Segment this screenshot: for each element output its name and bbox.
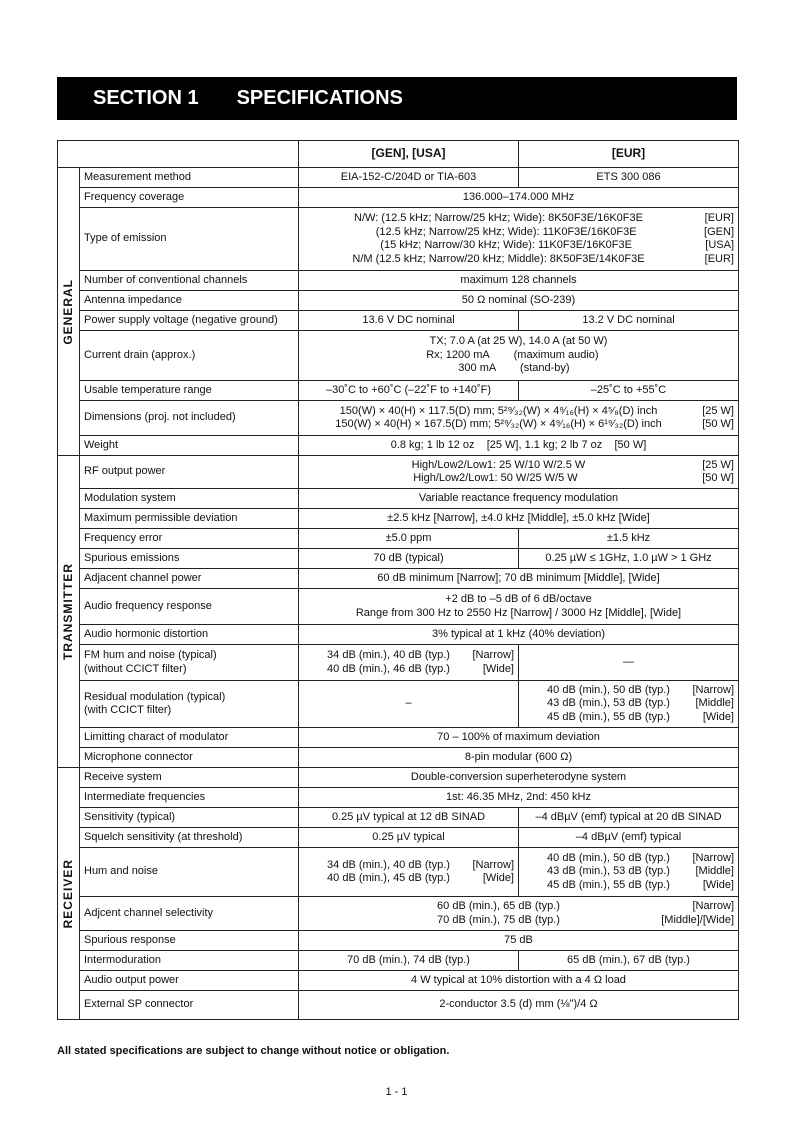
spec-value bbox=[299, 589, 739, 625]
cell-line bbox=[523, 879, 734, 893]
table-row bbox=[58, 625, 739, 645]
cell-line: Variable reactance frequency modulation bbox=[418, 491, 619, 504]
spec-label bbox=[80, 991, 299, 1020]
spec-value-eur bbox=[519, 951, 739, 971]
spec-value-eur bbox=[519, 549, 739, 569]
spec-value bbox=[299, 971, 739, 991]
line-tag: [Narrow] bbox=[692, 683, 734, 696]
table-row bbox=[58, 311, 739, 331]
cell-line: 75 dB bbox=[504, 933, 533, 946]
cell-line: Receive system bbox=[84, 770, 162, 783]
table-row bbox=[58, 788, 739, 808]
cell-line: ±2.5 kHz [Narrow], ±4.0 kHz [Middle], ±5.0 kHz [Wide] bbox=[387, 511, 650, 524]
table-row bbox=[58, 589, 739, 625]
table-row bbox=[58, 529, 739, 549]
spec-value bbox=[299, 489, 739, 509]
spec-label bbox=[80, 748, 299, 768]
spec-value-gen-usa bbox=[299, 828, 519, 848]
cell-line: 0.25 µW ≤ 1GHz, 1.0 µW > 1 GHz bbox=[545, 551, 712, 564]
spec-value-eur bbox=[519, 311, 739, 331]
cell-line: Maximum permissible deviation bbox=[84, 511, 238, 524]
line-tag: [50 W] bbox=[702, 418, 734, 430]
line-tag: [Wide] bbox=[482, 872, 514, 884]
spec-label bbox=[80, 271, 299, 291]
header-blank bbox=[58, 141, 299, 168]
table-row bbox=[58, 208, 739, 271]
spec-value-eur bbox=[519, 808, 739, 828]
line-tag: [EUR] bbox=[704, 212, 734, 224]
specifications-table bbox=[57, 140, 739, 1020]
cell-line: 65 dB (min.), 67 dB (typ.) bbox=[567, 953, 690, 966]
cell-line: –4 dBµV (emf) typical bbox=[575, 830, 682, 843]
table-row bbox=[58, 848, 739, 897]
spec-value-gen-usa bbox=[299, 529, 519, 549]
spec-value bbox=[299, 208, 739, 271]
cell-line: 0.25 µV typical bbox=[372, 830, 445, 843]
spec-label bbox=[80, 509, 299, 529]
spec-value bbox=[299, 788, 739, 808]
spec-label bbox=[80, 625, 299, 645]
cell-line: Antenna impedance bbox=[84, 293, 182, 306]
line-text: 45 dB (min.), 55 dB (typ.) bbox=[547, 878, 670, 891]
spec-label bbox=[80, 569, 299, 589]
spec-label bbox=[80, 971, 299, 991]
spec-value-eur bbox=[519, 848, 739, 897]
cell-line bbox=[303, 859, 514, 873]
spec-label bbox=[80, 768, 299, 788]
spec-value bbox=[299, 401, 739, 436]
table-row bbox=[58, 971, 739, 991]
table-row bbox=[58, 401, 739, 436]
spec-label bbox=[80, 931, 299, 951]
spec-label bbox=[80, 788, 299, 808]
spec-label bbox=[80, 381, 299, 401]
cell-line bbox=[303, 239, 734, 253]
table-row bbox=[58, 828, 739, 848]
table-row bbox=[58, 509, 739, 529]
section-label-text: RECEIVER bbox=[61, 858, 75, 929]
cell-line: Squelch sensitivity (at threshold) bbox=[84, 830, 243, 843]
table-row bbox=[58, 951, 739, 971]
spec-label bbox=[80, 897, 299, 931]
spec-label bbox=[80, 489, 299, 509]
cell-line: — bbox=[623, 655, 634, 668]
cell-line: Intermediate frequencies bbox=[84, 790, 206, 803]
spec-label bbox=[80, 188, 299, 208]
cell-line: 0.25 µV typical at 12 dB SINAD bbox=[331, 810, 486, 823]
cell-line: (with CCICT filter) bbox=[84, 704, 172, 716]
disclaimer-note: All stated specifications are subject to change without notice or obligation. bbox=[57, 1045, 450, 1057]
cell-line: Power supply voltage (negative ground) bbox=[84, 313, 278, 326]
spec-value bbox=[299, 509, 739, 529]
line-text: 34 dB (min.), 40 dB (typ.) bbox=[327, 649, 450, 661]
cell-line: Rx; 1200 mA (maximum audio) bbox=[426, 348, 611, 361]
cell-line: 136.000–174.000 MHz bbox=[462, 190, 575, 203]
cell-line: 300 mA (stand-by) bbox=[427, 362, 610, 375]
cell-line: EIA-152-C/204D or TIA-603 bbox=[340, 170, 477, 183]
cell-line: External SP connector bbox=[84, 998, 194, 1011]
line-text: 60 dB (min.), 65 dB (typ.) bbox=[437, 900, 560, 912]
cell-line: Current drain (approx.) bbox=[84, 348, 196, 361]
cell-line: Dimensions (proj. not included) bbox=[84, 411, 236, 424]
column-header-gen-usa: [GEN], [USA] bbox=[299, 141, 519, 168]
column-header-eur: [EUR] bbox=[519, 141, 739, 168]
spec-label bbox=[80, 331, 299, 381]
spec-label bbox=[80, 311, 299, 331]
section-label-receiver bbox=[58, 768, 80, 1020]
line-text: 43 dB (min.), 53 dB (typ.) bbox=[547, 865, 670, 878]
table-row bbox=[58, 768, 739, 788]
table-header-row bbox=[58, 141, 739, 168]
spec-label bbox=[80, 848, 299, 897]
cell-line: 0.8 kg; 1 lb 12 oz [25 W], 1.1 kg; 2 lb 7 oz [50 W] bbox=[390, 438, 647, 451]
cell-line bbox=[303, 226, 734, 240]
cell-line: 1st: 46.35 MHz, 2nd: 450 kHz bbox=[446, 790, 591, 803]
line-tag: [Wide] bbox=[702, 878, 734, 891]
cell-line: –25˚C to +55˚C bbox=[590, 383, 667, 396]
table-row bbox=[58, 456, 739, 489]
spec-value-gen-usa bbox=[299, 645, 519, 681]
line-tag: [EUR] bbox=[704, 252, 734, 265]
line-tag: [25 W] bbox=[702, 458, 734, 471]
spec-label bbox=[80, 208, 299, 271]
section-label-general bbox=[58, 168, 80, 456]
table-row bbox=[58, 931, 739, 951]
cell-line: ETS 300 086 bbox=[596, 170, 661, 183]
spec-value-eur bbox=[519, 168, 739, 188]
cell-line: Type of emission bbox=[84, 232, 167, 245]
cell-line: 2-conductor 3.5 (d) mm (⅛")/4 Ω bbox=[439, 998, 598, 1011]
cell-line: 60 dB minimum [Narrow]; 70 dB minimum [Middle], [Wide] bbox=[377, 571, 660, 584]
line-tag: [Middle]/[Wide] bbox=[661, 913, 734, 926]
cell-line bbox=[303, 459, 734, 473]
cell-line: Range from 300 Hz to 2550 Hz [Narrow] / 3000 Hz [Middle], [Wide] bbox=[355, 606, 682, 619]
line-tag: [GEN] bbox=[704, 225, 734, 238]
cell-line bbox=[303, 900, 734, 914]
spec-value bbox=[299, 291, 739, 311]
table-row bbox=[58, 331, 739, 381]
spec-value-gen-usa bbox=[299, 848, 519, 897]
line-tag: [Wide] bbox=[702, 710, 734, 723]
cell-line: Spurious response bbox=[84, 933, 176, 946]
spec-label bbox=[80, 291, 299, 311]
cell-line: 8-pin modular (600 Ω) bbox=[464, 750, 573, 763]
line-text: 34 dB (min.), 40 dB (typ.) bbox=[327, 858, 450, 871]
table-row bbox=[58, 489, 739, 509]
line-text: 40 dB (min.), 50 dB (typ.) bbox=[547, 683, 670, 696]
line-tag: [Narrow] bbox=[692, 851, 734, 864]
table-row bbox=[58, 808, 739, 828]
cell-line bbox=[303, 649, 514, 663]
cell-line: Spurious emissions bbox=[84, 551, 180, 564]
spec-value-gen-usa bbox=[299, 168, 519, 188]
line-tag: [50 W] bbox=[702, 472, 734, 484]
cell-line: 70 dB (typical) bbox=[373, 551, 444, 564]
table-row bbox=[58, 549, 739, 569]
page-number: 1 - 1 bbox=[385, 1086, 408, 1098]
table-row bbox=[58, 271, 739, 291]
table-row bbox=[58, 569, 739, 589]
section-label-text: TRANSMITTER bbox=[61, 563, 75, 660]
cell-line: Adjcent channel selectivity bbox=[84, 906, 214, 919]
line-text: 40 dB (min.), 45 dB (typ.) bbox=[327, 872, 450, 884]
cell-line: –4 dBµV (emf) typical at 20 dB SINAD bbox=[535, 810, 722, 823]
spec-value bbox=[299, 569, 739, 589]
cell-line: Limitting charact of modulator bbox=[84, 730, 229, 743]
table-row bbox=[58, 748, 739, 768]
line-text: 43 dB (min.), 53 dB (typ.) bbox=[547, 697, 670, 710]
spec-label bbox=[80, 436, 299, 456]
spec-value-eur bbox=[519, 381, 739, 401]
cell-line bbox=[523, 697, 734, 711]
cell-line bbox=[303, 914, 734, 928]
line-text: 40 dB (min.), 50 dB (typ.) bbox=[547, 851, 670, 864]
cell-line: Intermoduration bbox=[84, 953, 162, 966]
line-tag: [Narrow] bbox=[692, 900, 734, 912]
spec-value bbox=[299, 728, 739, 748]
line-text: 40 dB (min.), 46 dB (typ.) bbox=[327, 662, 450, 675]
spec-value-gen-usa bbox=[299, 311, 519, 331]
cell-line bbox=[303, 418, 734, 432]
spec-label bbox=[80, 589, 299, 625]
spec-label bbox=[80, 456, 299, 489]
section-number: SECTION 1 bbox=[93, 87, 199, 109]
spec-value-gen-usa bbox=[299, 549, 519, 569]
line-tag: [Wide] bbox=[482, 662, 514, 675]
cell-line bbox=[303, 212, 734, 226]
spec-label bbox=[80, 645, 299, 681]
spec-value bbox=[299, 331, 739, 381]
cell-line: +2 dB to –5 dB of 6 dB/octave bbox=[445, 593, 592, 605]
table-row bbox=[58, 168, 739, 188]
spec-value-eur bbox=[519, 529, 739, 549]
cell-line bbox=[523, 711, 734, 725]
table-row bbox=[58, 681, 739, 728]
cell-line bbox=[303, 663, 514, 677]
section-label-text: GENERAL bbox=[61, 278, 75, 345]
line-text: 45 dB (min.), 55 dB (typ.) bbox=[547, 710, 670, 723]
spec-value-eur bbox=[519, 645, 739, 681]
section-label-transmitter bbox=[58, 456, 80, 768]
cell-line: ±1.5 kHz bbox=[606, 531, 651, 544]
spec-label bbox=[80, 168, 299, 188]
line-text: (12.5 kHz; Narrow/25 kHz; Wide): 11K0F3E/16K0F3E bbox=[360, 225, 637, 238]
table-row bbox=[58, 291, 739, 311]
cell-line bbox=[523, 684, 734, 698]
table-row bbox=[58, 645, 739, 681]
section-title: SPECIFICATIONS bbox=[236, 87, 403, 109]
cell-line: Adjacent channel power bbox=[84, 571, 202, 584]
cell-line bbox=[303, 472, 734, 486]
line-tag: [Middle] bbox=[695, 697, 734, 710]
cell-line: Frequency error bbox=[84, 531, 163, 544]
table-row bbox=[58, 436, 739, 456]
table-row bbox=[58, 991, 739, 1020]
cell-line: Weight bbox=[84, 438, 119, 451]
cell-line: Measurement method bbox=[84, 170, 191, 183]
cell-line: –30˚C to +60˚C (–22˚F to +140˚F) bbox=[325, 383, 492, 396]
table-row bbox=[58, 897, 739, 931]
cell-line: Microphone connector bbox=[84, 750, 193, 763]
line-text: N/W: (12.5 kHz; Narrow/25 kHz; Wide): 8K50F3E/16K0F3E bbox=[354, 212, 643, 224]
cell-line: maximum 128 channels bbox=[460, 273, 577, 286]
spec-label bbox=[80, 951, 299, 971]
spec-value-eur bbox=[519, 681, 739, 728]
spec-label bbox=[80, 401, 299, 436]
spec-value-gen-usa bbox=[299, 681, 519, 728]
spec-value bbox=[299, 897, 739, 931]
line-text: 150(W) × 40(H) × 167.5(D) mm; 5²⁹⁄₃₂(W) × 4⁹⁄₁₆(H) × 6¹⁹⁄₃₂(D) inch bbox=[335, 418, 662, 430]
spec-value bbox=[299, 456, 739, 489]
cell-line: RF output power bbox=[84, 465, 166, 478]
cell-line: 13.2 V DC nominal bbox=[582, 313, 675, 326]
spec-value bbox=[299, 625, 739, 645]
spec-value bbox=[299, 271, 739, 291]
line-text: High/Low2/Low1: 50 W/25 W/5 W bbox=[413, 472, 584, 484]
cell-line bbox=[523, 865, 734, 879]
cell-line: Frequency coverage bbox=[84, 190, 185, 203]
line-tag: [USA] bbox=[705, 239, 734, 251]
cell-line: 13.6 V DC nominal bbox=[362, 313, 455, 326]
cell-line: (without CCICT filter) bbox=[84, 662, 187, 675]
spec-value bbox=[299, 931, 739, 951]
spec-value-eur bbox=[519, 828, 739, 848]
line-tag: [Middle] bbox=[695, 865, 734, 878]
spec-label bbox=[80, 681, 299, 728]
line-text: (15 kHz; Narrow/30 kHz; Wide): 11K0F3E/16K0F3E bbox=[361, 239, 636, 251]
cell-line: 70 dB (min.), 74 dB (typ.) bbox=[347, 953, 470, 966]
cell-line: Audio frequency response bbox=[84, 599, 212, 612]
cell-line: 4 W typical at 10% distortion with a 4 Ω load bbox=[411, 973, 626, 986]
spec-label bbox=[80, 728, 299, 748]
line-text: 150(W) × 40(H) × 117.5(D) mm; 5²⁹⁄₃₂(W) × 4⁹⁄₁₆(H) × 4⁵⁄₈(D) inch bbox=[339, 404, 658, 417]
cell-line: 3% typical at 1 kHz (40% deviation) bbox=[431, 627, 606, 640]
spec-label bbox=[80, 808, 299, 828]
spec-value-gen-usa bbox=[299, 951, 519, 971]
cell-line: Audio hormonic distortion bbox=[84, 627, 209, 640]
cell-line bbox=[303, 405, 734, 419]
cell-line: Modulation system bbox=[84, 491, 176, 504]
spec-value bbox=[299, 748, 739, 768]
cell-line: ±5.0 ppm bbox=[385, 531, 432, 544]
spec-value bbox=[299, 188, 739, 208]
line-tag: [Narrow] bbox=[472, 858, 514, 871]
cell-line: Residual modulation (typical) bbox=[84, 690, 226, 703]
cell-line bbox=[303, 253, 734, 267]
cell-line: FM hum and noise (typical) bbox=[84, 649, 217, 661]
cell-line: – bbox=[405, 697, 412, 710]
table-row bbox=[58, 728, 739, 748]
spec-value bbox=[299, 768, 739, 788]
line-text: N/M (12.5 kHz; Narrow/20 kHz; Middle): 8K50F3E/14K0F3E bbox=[352, 252, 645, 265]
line-tag: [Narrow] bbox=[472, 649, 514, 661]
spec-label bbox=[80, 828, 299, 848]
spec-value bbox=[299, 436, 739, 456]
line-text: 70 dB (min.), 75 dB (typ.) bbox=[437, 913, 560, 926]
section-title-banner bbox=[57, 77, 737, 120]
line-tag: [25 W] bbox=[702, 404, 734, 417]
cell-line: Hum and noise bbox=[84, 865, 158, 878]
cell-line: TX; 7.0 A (at 25 W), 14.0 A (at 50 W) bbox=[429, 335, 608, 348]
cell-line: 50 Ω nominal (SO-239) bbox=[461, 293, 576, 306]
cell-line bbox=[303, 872, 514, 886]
cell-line: Usable temperature range bbox=[84, 383, 212, 396]
cell-line: Sensitivity (typical) bbox=[84, 810, 176, 823]
line-text: High/Low2/Low1: 25 W/10 W/2.5 W bbox=[411, 458, 586, 471]
cell-line bbox=[523, 852, 734, 866]
cell-line: Number of conventional channels bbox=[84, 273, 248, 286]
cell-line: Audio output power bbox=[84, 973, 179, 986]
spec-value-gen-usa bbox=[299, 808, 519, 828]
spec-value-gen-usa bbox=[299, 381, 519, 401]
cell-line: 70 – 100% of maximum deviation bbox=[437, 730, 600, 743]
table-row bbox=[58, 381, 739, 401]
table-row bbox=[58, 188, 739, 208]
spec-value bbox=[299, 991, 739, 1020]
cell-line: Double-conversion superheterodyne system bbox=[410, 770, 627, 783]
spec-label bbox=[80, 529, 299, 549]
spec-label bbox=[80, 549, 299, 569]
